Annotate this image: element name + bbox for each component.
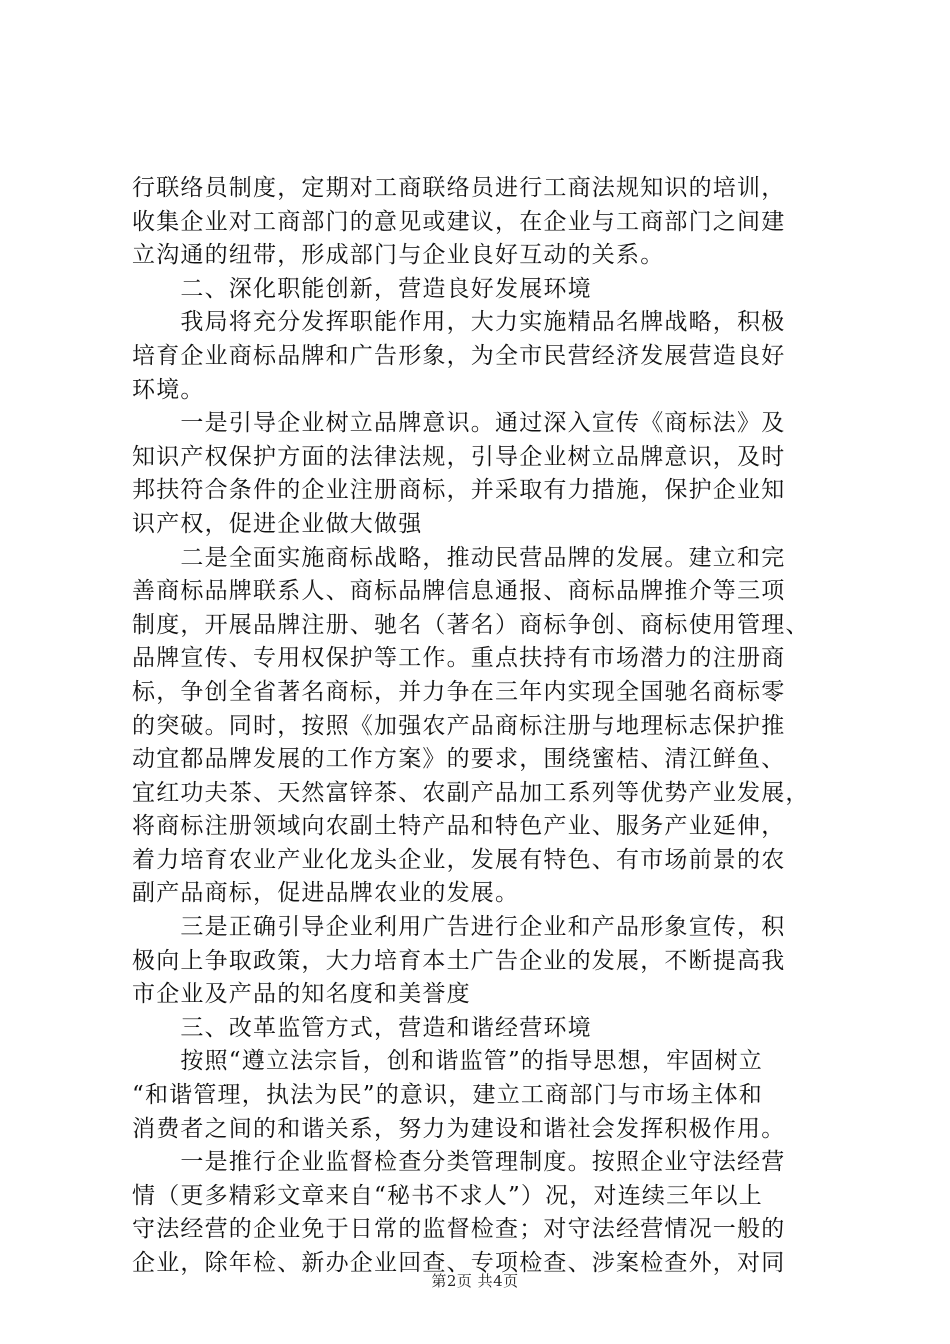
text-line: 二是全面实施商标战略，推动民营品牌的发展。建立和完 <box>132 544 786 571</box>
text-line: 三是正确引导企业利用广告进行企业和产品形象宣传，积 <box>132 914 786 941</box>
text-line: 三、改革监管方式，营造和谐经营环境 <box>132 1014 592 1041</box>
text-line: 行联络员制度，定期对工商联络员进行工商法规知识的培训， <box>132 175 786 201</box>
text-line: 标，争创全省著名商标，并力争在三年内实现全国驰名商标零 <box>132 678 786 705</box>
text-line: 知识产权保护方面的法律法规，引导企业树立品牌意识，及时 <box>132 443 786 470</box>
text-line: 品牌宣传、专用权保护等工作。重点扶持有市场潜力的注册商 <box>132 645 786 672</box>
text-line: 我局将充分发挥职能作用，大力实施精品名牌战略，积极 <box>132 309 786 336</box>
text-line: 立沟通的纽带，形成部门与企业良好互动的关系。 <box>132 242 665 269</box>
text-line: 培育企业商标品牌和广告形象，为全市民营经济发展营造良好 <box>132 342 786 369</box>
text-line: 将商标注册领域向农副土特产品和特色产业、服务产业延伸， <box>132 813 786 840</box>
text-line: 一是推行企业监督检查分类管理制度。按照企业守法经营 <box>132 1149 786 1176</box>
text-line: 着力培育农业产业化龙头企业，发展有特色、有市场前景的农 <box>132 846 786 873</box>
text-line: 情（更多精彩文章来自“秘书不求人”）况，对连续三年以上 <box>132 1182 763 1209</box>
text-line: 二、深化职能创新，营造良好发展环境 <box>132 275 592 302</box>
text-line: 市企业及产品的知名度和美誉度 <box>132 981 471 1008</box>
page-footer: 第2页 共4页 <box>431 1272 519 1290</box>
text-line: 环境。 <box>132 376 205 403</box>
text-line: 极向上争取政策，大力培育本土广告企业的发展，不断提高我 <box>132 947 786 974</box>
text-line: 的突破。同时，按照《加强农产品商标注册与地理标志保护推 <box>132 712 786 739</box>
text-line: 宜红功夫茶、天然富锌茶、农副产品加工系列等优势产业发展， <box>132 779 810 806</box>
text-line: 制度，开展品牌注册、驰名（著名）商标争创、商标使用管理、 <box>132 611 810 638</box>
text-line: 副产品商标，促进品牌农业的发展。 <box>132 880 520 907</box>
text-line: 动宜都品牌发展的工作方案》的要求，围绕蜜桔、清江鲜鱼、 <box>132 746 786 773</box>
document-body <box>132 172 832 1281</box>
text-line: 一是引导企业树立品牌意识。通过深入宣传《商标法》及 <box>132 410 786 437</box>
text-line: 善商标品牌联系人、商标品牌信息通报、商标品牌推介等三项 <box>132 578 786 605</box>
text-line: 邦扶符合条件的企业注册商标，并采取有力措施，保护企业知 <box>132 477 786 504</box>
text-line: 收集企业对工商部门的意见或建议，在企业与工商部门之间建 <box>132 208 786 235</box>
text-line: 按照“遵立法宗旨，创和谐监管”的指导思想，牢固树立 <box>132 1048 763 1075</box>
text-line: 守法经营的企业免于日常的监督检查；对守法经营情况一般的 <box>132 1216 786 1243</box>
text-line: 企业，除年检、新办企业回查、专项检查、涉案检查外，对同 <box>132 1250 786 1276</box>
text-line: “和谐管理，执法为民”的意识，建立工商部门与市场主体和 <box>132 1082 763 1109</box>
text-line: 消费者之间的和谐关系，努力为建设和谐社会发挥积极作用。 <box>132 1115 786 1142</box>
text-line: 识产权，促进企业做大做强 <box>132 510 423 537</box>
